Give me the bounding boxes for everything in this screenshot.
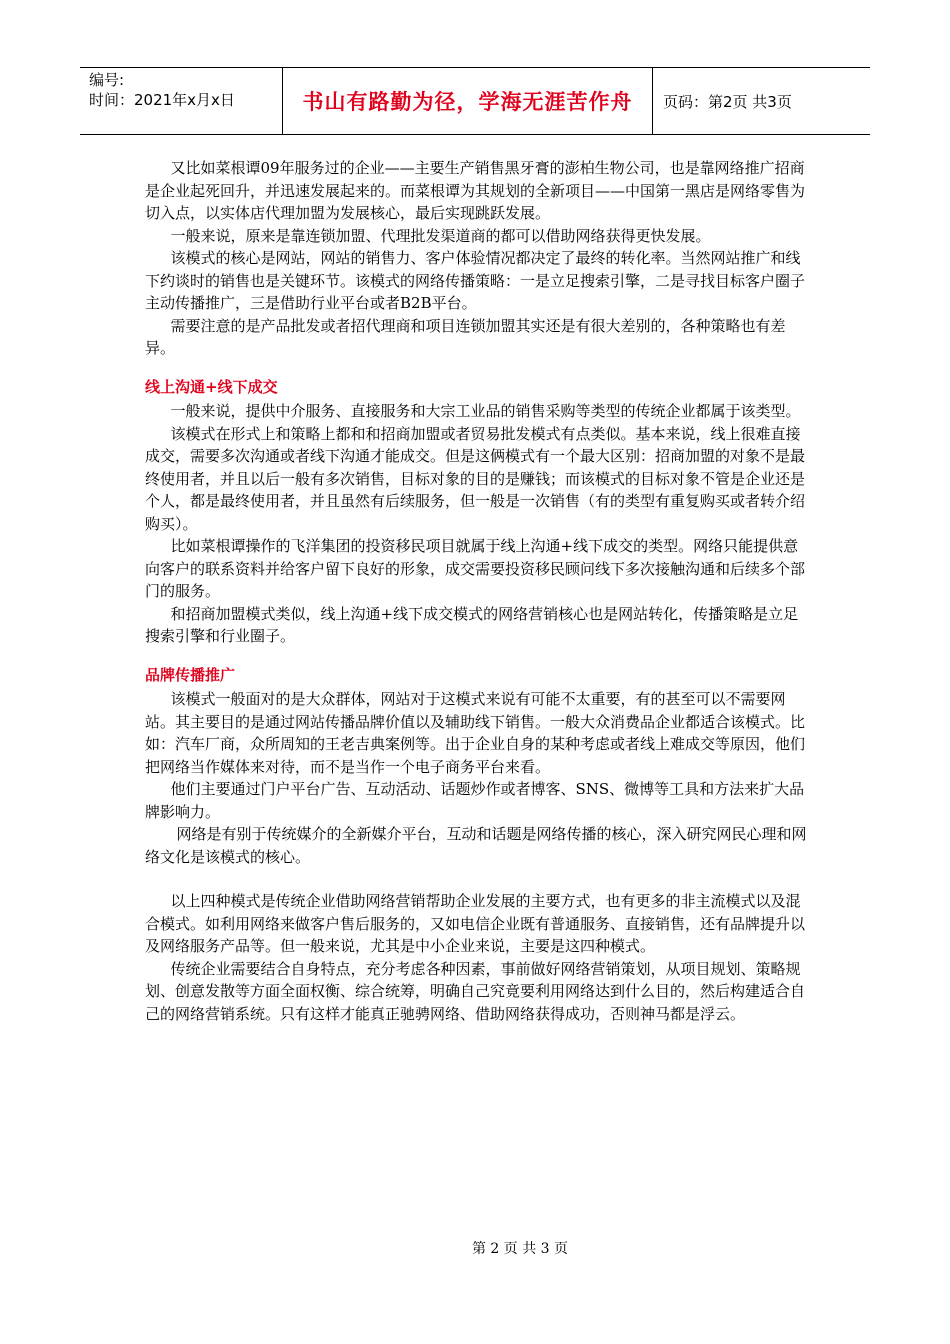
document-number-label: 编号: <box>89 71 125 89</box>
body-paragraph: 该模式在形式上和策略上都和和招商加盟或者贸易批发模式有点类似。基本来说，线上很难直接成交，需要多次沟通或者线下沟通才能成交。但是这俩模式有一个最大区别：招商加盟的对象不是最终使用者，并且以后一般有多次销售，目标对象的目的是赚钱；而该模式的目标对象不管是企业还是个人，都是最终使用者，并且虽然有后续服务，但一般是一次销售（有的类型有重复购买或者转介绍购买）。 <box>145 424 806 533</box>
page-header <box>80 67 870 135</box>
body-paragraph: 以上四种模式是传统企业借助网络营销帮助企业发展的主要方式，也有更多的非主流模式以及混合模式。如利用网络来做客户售后服务的，又如电信企业既有普通服务、直接销售，还有品牌提升以及网络服务产品等。但一般来说，尤其是中小企业来说，主要是这四种模式。 <box>145 892 806 955</box>
body-paragraph: 比如菜根谭操作的飞洋集团的投资移民项目就属于线上沟通+线下成交的类型。网络只能提供意向客户的联系资料并给客户留下良好的形象，成交需要投资移民顾问线下多次接触沟通和后续多个部门的服务。 <box>145 537 806 600</box>
document-body <box>145 157 807 1025</box>
section-heading-brand: 品牌传播推广 <box>145 665 236 684</box>
section-heading-online-offline: 线上沟通+线下成交 <box>145 377 278 396</box>
header-motto: 书山有路勤为径，学海无涯苦作舟 <box>283 68 653 134</box>
body-paragraph: 和招商加盟模式类似，线上沟通+线下成交模式的网络营销核心也是网站转化，传播策略是立足搜索引擎和行业圈子。 <box>145 604 799 645</box>
body-paragraph: 一般来说，提供中介服务、直接服务和大宗工业品的销售采购等类型的传统企业都属于该类型。 <box>170 402 801 420</box>
header-page-label: 页码：第2页 共3页 <box>663 92 792 111</box>
footer-page-number: 第 2 页 共 3 页 <box>471 1241 569 1257</box>
body-paragraph: 网络是有别于传统媒介的全新媒介平台，互动和话题是网络传播的核心，深入研究网民心理和网络文化是该模式的核心。 <box>145 825 807 866</box>
body-paragraph: 他们主要通过门户平台广告、互动活动、话题炒作或者博客、SNS、微博等工具和方法来扩大品牌影响力。 <box>145 780 805 821</box>
body-paragraph: 一般来说，原来是靠连锁加盟、代理批发渠道商的都可以借助网络获得更快发展。 <box>170 226 711 245</box>
body-paragraph: 又比如菜根谭09年服务过的企业——主要生产销售黑牙膏的澎柏生物公司，也是靠网络推广招商是企业起死回升，并迅速发展起来的。而菜根谭为其规划的全新项目——中国第一黑店是网络零售为切入点，以实体店代理加盟为发展核心，最后实现跳跃发展。 <box>145 159 806 222</box>
paragraph-gap <box>145 868 807 890</box>
page-footer <box>0 1238 950 1258</box>
body-paragraph: 传统企业需要结合自身特点，充分考虑各种因素，事前做好网络营销策划，从项目规划、策略规划、创意发散等方面全面权衡、综合统筹，明确自己究竟要利用网络达到什么目的，然后构建适合自己的网络营销系统。只有这样才能真正驰骋网络、借助网络获得成功，否则神马都是浮云。 <box>145 959 806 1023</box>
body-paragraph: 需要注意的是产品批发或者招代理商和项目连锁加盟其实还是有很大差别的，各种策略也有差异。 <box>145 316 786 357</box>
document-date-label: 时间：2021年x月x日 <box>89 91 235 109</box>
header-meta <box>80 68 283 134</box>
body-paragraph: 该模式一般面对的是大众群体，网站对于这模式来说有可能不太重要，有的甚至可以不需要网站。其主要目的是通过网站传播品牌价值以及辅助线下销售。一般大众消费品企业都适合该模式。比如：汽车厂商，众所周知的王老吉典案例等。出于企业自身的某种考虑或者线上难成交等原因，他们把网络当作媒体来对待，而不是当作一个电子商务平台来看。 <box>145 690 806 776</box>
body-paragraph: 该模式的核心是网站，网站的销售力、客户体验情况都决定了最终的转化率。当然网站推广和线下约谈时的销售也是关键环节。该模式的网络传播策略：一是立足搜索引擎，二是寻找目标客户圈子主动传播推广，三是借助行业平台或者B2B平台。 <box>145 249 806 312</box>
